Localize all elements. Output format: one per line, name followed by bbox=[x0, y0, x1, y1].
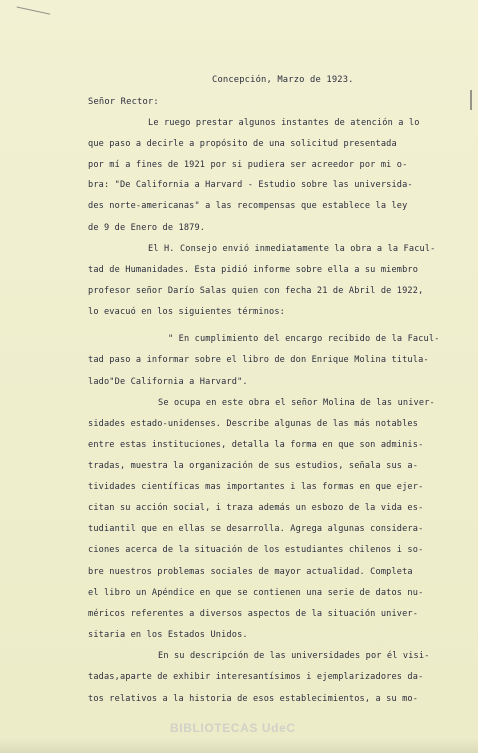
body-line: Se ocupa en este obra el señor Molina de las univer- bbox=[158, 398, 435, 408]
body-line: de 9 de Enero de 1879. bbox=[88, 223, 206, 233]
body-line: En su descripción de las universidades por él visi- bbox=[158, 651, 430, 661]
quote-line: " En cumplimiento del encargo recibido de la Facul- bbox=[168, 334, 440, 344]
body-line: sidades estado-unidenses. Describe algunas de las más notables bbox=[88, 419, 419, 429]
page-shadow bbox=[0, 738, 478, 753]
quote-line: lado"De California a Harvard". bbox=[88, 377, 248, 387]
salutation: Señor Rector: bbox=[88, 97, 159, 107]
body-line: entre estas instituciones, detalla la forma en que son adminis- bbox=[88, 440, 424, 450]
library-watermark: BIBLIOTECAS UdeC bbox=[170, 721, 296, 735]
body-line: por mí a fines de 1921 por si pudiera ser acreedor por mi o- bbox=[88, 160, 408, 170]
body-line: des norte-americanas" a las recompensas que establece la ley bbox=[88, 201, 408, 211]
margin-mark bbox=[470, 90, 472, 110]
body-line: bre nuestros problemas sociales de mayor actualidad. Completa bbox=[88, 567, 413, 577]
body-line: tad de Humanidades. Esta pidió informe sobre ella a su miembro bbox=[88, 265, 419, 275]
body-line: sitaria en los Estados Unidos. bbox=[88, 630, 248, 640]
body-line: tudiantil que en ellas se desarrolla. Agrega algunas considera- bbox=[88, 524, 424, 534]
quote-line: tad paso a informar sobre el libro de don Enrique Molina titula- bbox=[88, 355, 429, 365]
body-line: ciones acerca de la situación de los estudiantes chilenos i so- bbox=[88, 545, 424, 555]
body-line: bra: "De California a Harvard - Estudio sobre las universida- bbox=[88, 180, 413, 190]
body-line: tividades científicas mas importantes i las formas en que ejer- bbox=[88, 482, 424, 492]
body-line: tadas,aparte de exhibir interesantísimos i ejemplarizadores da- bbox=[88, 672, 424, 682]
body-line: el libro un Apéndice en que se contienen una serie de datos nu- bbox=[88, 588, 424, 598]
body-line: tradas, muestra la organización de sus estudios, señala sus a- bbox=[88, 461, 419, 471]
body-line: tos relativos a la historia de esos establecimientos, a su mo- bbox=[88, 694, 419, 704]
body-line: méricos referentes a diversos aspectos de la situación univer- bbox=[88, 609, 419, 619]
body-line: que paso a decirle a propósito de una solicitud presentada bbox=[88, 139, 397, 149]
body-line: profesor señor Darío Salas quien con fecha 21 de Abril de 1922, bbox=[88, 286, 424, 296]
corner-mark bbox=[16, 7, 50, 19]
date-line: Concepción, Marzo de 1923. bbox=[212, 75, 354, 85]
body-line: Le ruego prestar algunos instantes de atención a lo bbox=[148, 118, 420, 128]
body-line: citan su acción social, i traza además un esbozo de la vida es- bbox=[88, 503, 424, 513]
body-line: lo evacuó en los siguientes términos: bbox=[88, 307, 285, 317]
body-line: El H. Consejo envió inmediatamente la obra a la Facul- bbox=[148, 244, 436, 254]
